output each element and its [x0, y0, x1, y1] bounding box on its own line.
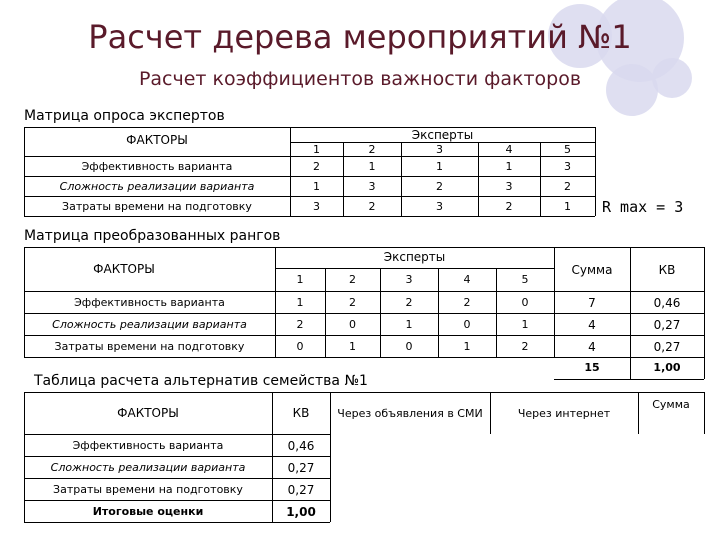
t2-cell: 0: [521, 296, 529, 309]
t3-kv-cell: 0,27: [287, 483, 315, 497]
t2-cell: 0: [463, 318, 471, 331]
t2-caption: Матрица преобразованных рангов: [24, 228, 281, 244]
t2-experts-label: Эксперты: [383, 250, 446, 264]
t1-cell: 3: [368, 180, 376, 193]
t1-cell: 2: [368, 200, 376, 213]
t3-row-name: Эффективность варианта: [72, 439, 224, 452]
t1-row-name: Сложность реализации варианта: [59, 180, 255, 193]
t2-cell: 0: [405, 340, 413, 353]
t2-row-name: Затраты времени на подготовку: [54, 340, 245, 353]
t1-cell: 3: [436, 200, 443, 213]
alt-internet-header: Через интернет: [517, 407, 611, 420]
kv-header: КВ: [658, 263, 676, 277]
t2-expert-num: 5: [521, 273, 529, 286]
t2-cell: 2: [349, 296, 356, 309]
t3-kv-label: КВ: [292, 406, 310, 420]
t2-cell: 1: [521, 318, 529, 331]
t1-cell: 2: [564, 180, 571, 193]
t3-caption: Таблица расчета альтернатив семейства №1: [34, 373, 368, 389]
t3-kv-cell: 0,27: [287, 461, 315, 475]
t1-cell: 2: [505, 200, 513, 213]
page-title: Расчет дерева мероприятий №1: [88, 18, 632, 56]
t3-total-label: Итоговые оценки: [92, 505, 204, 518]
sum-cell: 4: [588, 340, 596, 354]
t1-caption: Матрица опроса экспертов: [24, 108, 225, 124]
page-subtitle: Расчет коэффициентов важности факторов: [138, 68, 582, 90]
t2-factors-label: ФАКТОРЫ: [93, 262, 155, 276]
rmax-label: R max = 3: [602, 198, 684, 216]
t1-expert-num: 5: [564, 143, 571, 156]
t2-cell: 2: [296, 318, 304, 331]
t1-cell: 1: [505, 160, 513, 173]
t2-cell: 0: [296, 340, 304, 353]
t2-expert-num: 4: [463, 273, 471, 286]
t1-experts-label: Эксперты: [411, 128, 474, 142]
t3-kv-cell: 0,46: [287, 439, 315, 453]
t3-factors-label: ФАКТОРЫ: [117, 406, 179, 420]
t3-sum-header: Сумма: [652, 398, 690, 411]
t2-cell: 2: [405, 296, 413, 309]
t1-row-name: Затраты времени на подготовку: [62, 200, 252, 213]
sum-total: 15: [584, 361, 600, 374]
t2-cell: 1: [296, 296, 304, 309]
t2-cell: 2: [463, 296, 471, 309]
t3-total-kv: 1,00: [286, 505, 316, 519]
sum-header: Сумма: [571, 263, 613, 277]
t1-expert-num: 2: [368, 143, 376, 156]
t2-expert-num: 3: [405, 273, 413, 286]
t2-cell: 2: [521, 340, 529, 353]
t2-row-name: Сложность реализации варианта: [52, 318, 247, 331]
t1-cell: 1: [313, 180, 320, 193]
t1-factors-label: ФАКТОРЫ: [126, 133, 188, 147]
t3-row-name: Сложность реализации варианта: [50, 461, 246, 474]
t2-cell: 1: [463, 340, 471, 353]
t1-cell: 3: [564, 160, 571, 173]
sum-cell: 7: [588, 296, 596, 310]
kv-cell: 0,27: [653, 318, 681, 332]
t2-cell: 1: [405, 318, 413, 331]
t1-cell: 2: [436, 180, 443, 193]
t1-cell: 1: [436, 160, 443, 173]
sum-cell: 4: [588, 318, 596, 332]
t2-expert-num: 1: [296, 273, 304, 286]
t2-row-name: Эффективность варианта: [74, 296, 225, 309]
kv-cell: 0,46: [653, 296, 681, 310]
alt-smi-header: Через объявления в СМИ: [337, 407, 483, 420]
kv-cell: 0,27: [653, 340, 681, 354]
t1-cell: 2: [313, 160, 320, 173]
t1-cell: 3: [505, 180, 513, 193]
t1-expert-num: 4: [505, 143, 513, 156]
t2-cell: 0: [349, 318, 356, 331]
t1-expert-num: 3: [436, 143, 443, 156]
t1-cell: 3: [313, 200, 320, 213]
kv-total: 1,00: [653, 361, 681, 374]
t2-expert-num: 2: [349, 273, 356, 286]
t1-expert-num: 1: [313, 143, 320, 156]
t1-row-name: Эффективность варианта: [81, 160, 233, 173]
t1-cell: 1: [564, 200, 571, 213]
t1-cell: 1: [368, 160, 376, 173]
t3-row-name: Затраты времени на подготовку: [53, 483, 243, 496]
t2-cell: 1: [349, 340, 356, 353]
